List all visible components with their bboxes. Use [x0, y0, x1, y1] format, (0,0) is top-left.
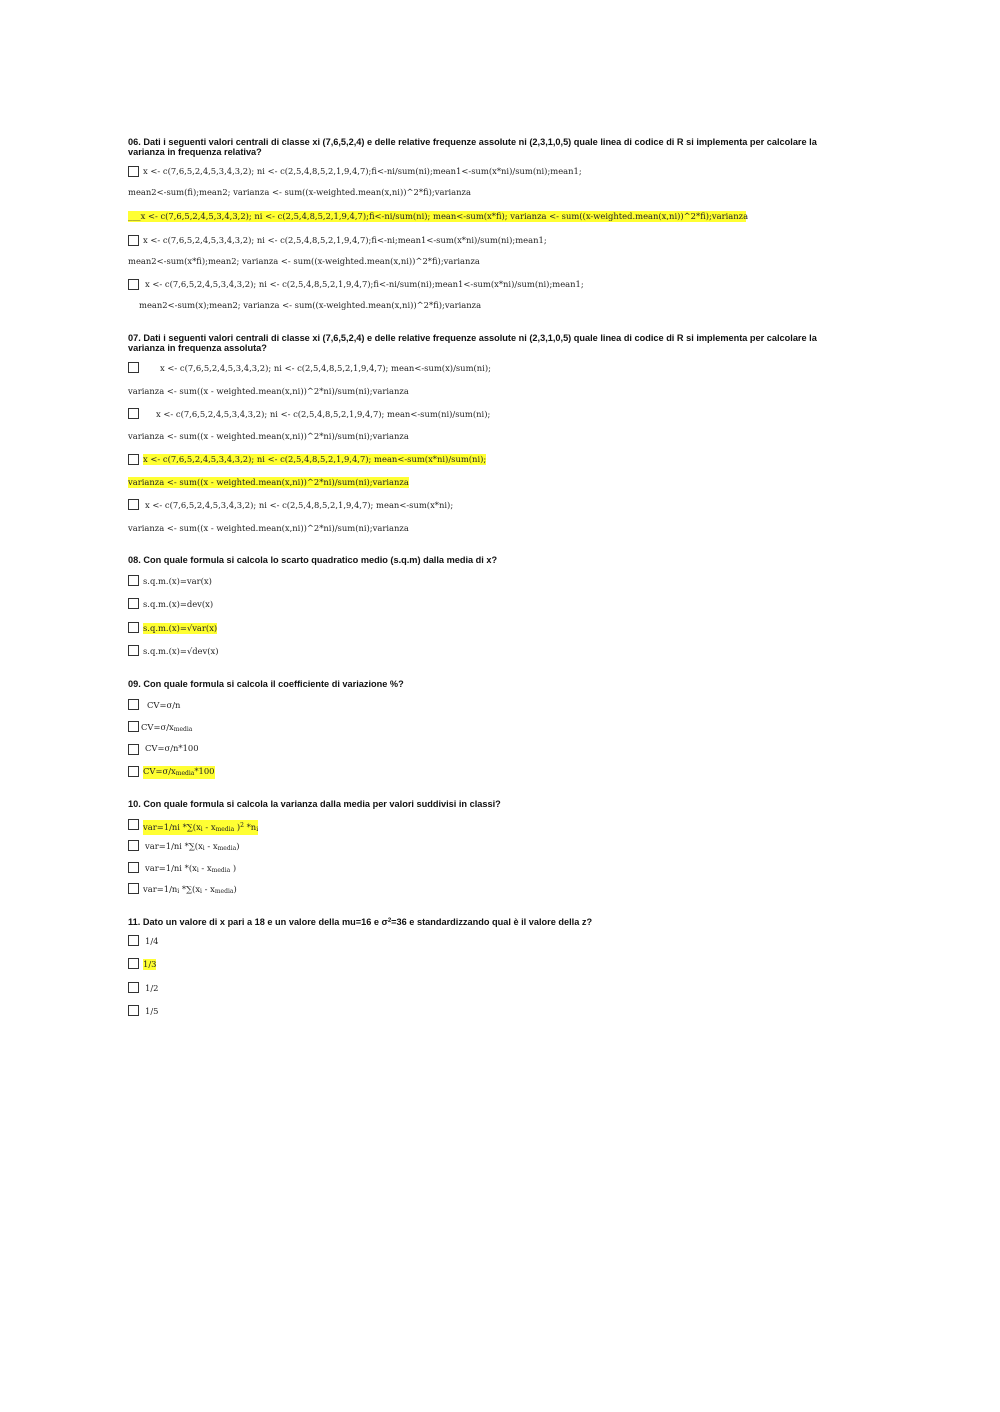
q08-option-4: s.q.m.(x)=√dev(x): [143, 646, 219, 656]
q06-option-4-line-2: mean2<-sum(x);mean2; varianza <- sum((x-weighted.mean(x,ni))^2*fi);varianza: [139, 300, 482, 310]
q10-option-3-checkbox[interactable]: [128, 862, 139, 873]
q07-option-2-line-2: varianza <- sum((x - weighted.mean(x,ni))^2*ni)/sum(ni);varianza: [128, 431, 409, 441]
q07-option-4-line-2: varianza <- sum((x - weighted.mean(x,ni))^2*ni)/sum(ni);varianza: [128, 523, 409, 533]
q11-option-3-checkbox[interactable]: [128, 982, 139, 993]
question-09-title: 09. Con quale formula si calcola il coefficiente di variazione %?: [128, 679, 404, 689]
q07-option-2-line-1: x <- c(7,6,5,2,4,5,3,4,3,2); ni <- c(2,5,4,8,5,2,1,9,4,7); mean<-sum(ni)/sum(ni);: [156, 409, 491, 419]
question-11-title: 11. Dato un valore di x pari a 18 e un valore della mu=16 e $\sigma^2=36$ e standardizzando qual è il valore della z?: [128, 917, 593, 927]
q10-option-3: var=1/ni $*(x_i - x_{media}$ ): [145, 863, 237, 874]
q08-option-3-checkbox[interactable]: [128, 622, 139, 633]
q07-option-1-line-2: varianza <- sum((x - weighted.mean(x,ni))^2*ni)/sum(ni);varianza: [128, 386, 409, 396]
q08-option-2: s.q.m.(x)=dev(x): [143, 599, 214, 609]
q08-option-4-checkbox[interactable]: [128, 645, 139, 656]
q07-option-4-line-1: x <- c(7,6,5,2,4,5,3,4,3,2); ni <- c(2,5,4,8,5,2,1,9,4,7); mean<-sum(x*ni);: [145, 500, 454, 510]
q09-option-3-checkbox[interactable]: [128, 744, 139, 755]
question-07-title: 07. Dati i seguenti valori centrali di classe xi (7,6,5,2,4) e delle relative frequenze assolute ni (2,3,1,0,5) quale linea di codice di R si implementa per calcolare la varianza in frequenza assoluta?: [128, 333, 817, 353]
q11-option-1-checkbox[interactable]: [128, 935, 139, 946]
q09-option-2-checkbox[interactable]: [128, 721, 139, 732]
q11-option-3: 1/2: [145, 983, 159, 993]
q06-option-3-checkbox[interactable]: [128, 235, 139, 246]
q06-option-4-checkbox[interactable]: [128, 279, 139, 290]
q07-option-3-line-1-correct: x <- c(7,6,5,2,4,5,3,4,3,2); ni <- c(2,5,4,8,5,2,1,9,4,7); mean<-sum(x*ni)/sum(ni);: [143, 454, 487, 464]
q06-option-1-line-1: x <- c(7,6,5,2,4,5,3,4,3,2); ni <- c(2,5,4,8,5,2,1,9,4,7);fi<-ni/sum(ni);mean1<-sum(x*ni)/sum(ni);mean1;: [143, 166, 582, 176]
q10-option-2: var=1/ni $*\sum(x_i - x_{media})$: [145, 841, 240, 852]
q10-option-4-checkbox[interactable]: [128, 883, 139, 894]
q06-option-4-line-1: x <- c(7,6,5,2,4,5,3,4,3,2); ni <- c(2,5,4,8,5,2,1,9,4,7);fi<-ni/sum(ni);mean1<-sum(x*ni)/sum(ni);mean1;: [145, 279, 584, 289]
q10-option-1-checkbox[interactable]: [128, 819, 139, 830]
q06-option-1-line-2: mean2<-sum(fi);mean2; varianza <- sum((x-weighted.mean(x,ni))^2*fi);varianza: [128, 187, 471, 197]
q10-option-1-correct: var=1/ni $*\sum(x_i - x_{media}$ )$^2$ $*n_i$: [143, 822, 259, 833]
q11-option-4-checkbox[interactable]: [128, 1005, 139, 1016]
question-10-title: 10. Con quale formula si calcola la varianza dalla media per valori suddivisi in classi?: [128, 799, 501, 809]
q08-option-1: s.q.m.(x)=var(x): [143, 576, 212, 586]
q11-option-2-correct: 1/3: [143, 959, 157, 969]
q09-option-1-checkbox[interactable]: [128, 699, 139, 710]
q08-option-2-checkbox[interactable]: [128, 598, 139, 609]
q07-option-1-checkbox[interactable]: [128, 362, 139, 373]
q07-option-2-checkbox[interactable]: [128, 408, 139, 419]
q09-option-2: $CV=\sigma/x_{media}$: [141, 722, 193, 733]
question-08-title: 08. Con quale formula si calcola lo scarto quadratico medio (s.q.m) dalla media di x?: [128, 555, 498, 565]
q07-option-4-checkbox[interactable]: [128, 499, 139, 510]
q11-option-4: 1/5: [145, 1006, 159, 1016]
q06-option-1-checkbox[interactable]: [128, 166, 139, 177]
q11-option-2-checkbox[interactable]: [128, 958, 139, 969]
q09-option-4-checkbox[interactable]: [128, 766, 139, 777]
q07-option-3-line-2-correct: varianza <- sum((x - weighted.mean(x,ni))^2*ni)/sum(ni);varianza: [128, 477, 409, 487]
q10-option-2-checkbox[interactable]: [128, 840, 139, 851]
q09-option-3: CV=σ/n*100: [145, 743, 199, 753]
q07-option-3-checkbox[interactable]: [128, 454, 139, 465]
q06-option-3-line-1: x <- c(7,6,5,2,4,5,3,4,3,2); ni <- c(2,5,4,8,5,2,1,9,4,7);fi<-ni;mean1<-sum(x*ni)/sum(ni);mean1;: [143, 235, 547, 245]
q06-option-3-line-2: mean2<-sum(x*fi);mean2; varianza <- sum((x-weighted.mean(x,ni))^2*fi);varianza: [128, 256, 480, 266]
q06-option-2-correct[interactable]: ___x <- c(7,6,5,2,4,5,3,4,3,2); ni <- c(2,5,4,8,5,2,1,9,4,7);fi<-ni/sum(ni); mean<-sum(x*fi); varianza <- sum((x-weighted.mean(x,ni))^2*fi);varianza: [128, 211, 749, 221]
q09-option-1: CV=σ/n: [147, 700, 181, 710]
q08-option-1-checkbox[interactable]: [128, 575, 139, 586]
q07-option-1-line-1: x <- c(7,6,5,2,4,5,3,4,3,2); ni <- c(2,5,4,8,5,2,1,9,4,7); mean<-sum(x)/sum(ni);: [160, 363, 491, 373]
q10-option-4: $var=1/n_i$ $*\sum(x_i - x_{media})$: [143, 884, 237, 895]
q08-option-3-correct: s.q.m.(x)=√var(x): [143, 623, 218, 633]
question-06-title: 06. Dati i seguenti valori centrali di classe xi (7,6,5,2,4) e delle relative frequenze assolute ni (2,3,1,0,5) quale linea di codice di R si implementa per calcolare la varianza in frequenza relativa?: [128, 137, 817, 157]
q09-option-4-correct: $CV=\sigma/x_{media}*100$: [143, 766, 215, 777]
q11-option-1: 1/4: [145, 936, 159, 946]
